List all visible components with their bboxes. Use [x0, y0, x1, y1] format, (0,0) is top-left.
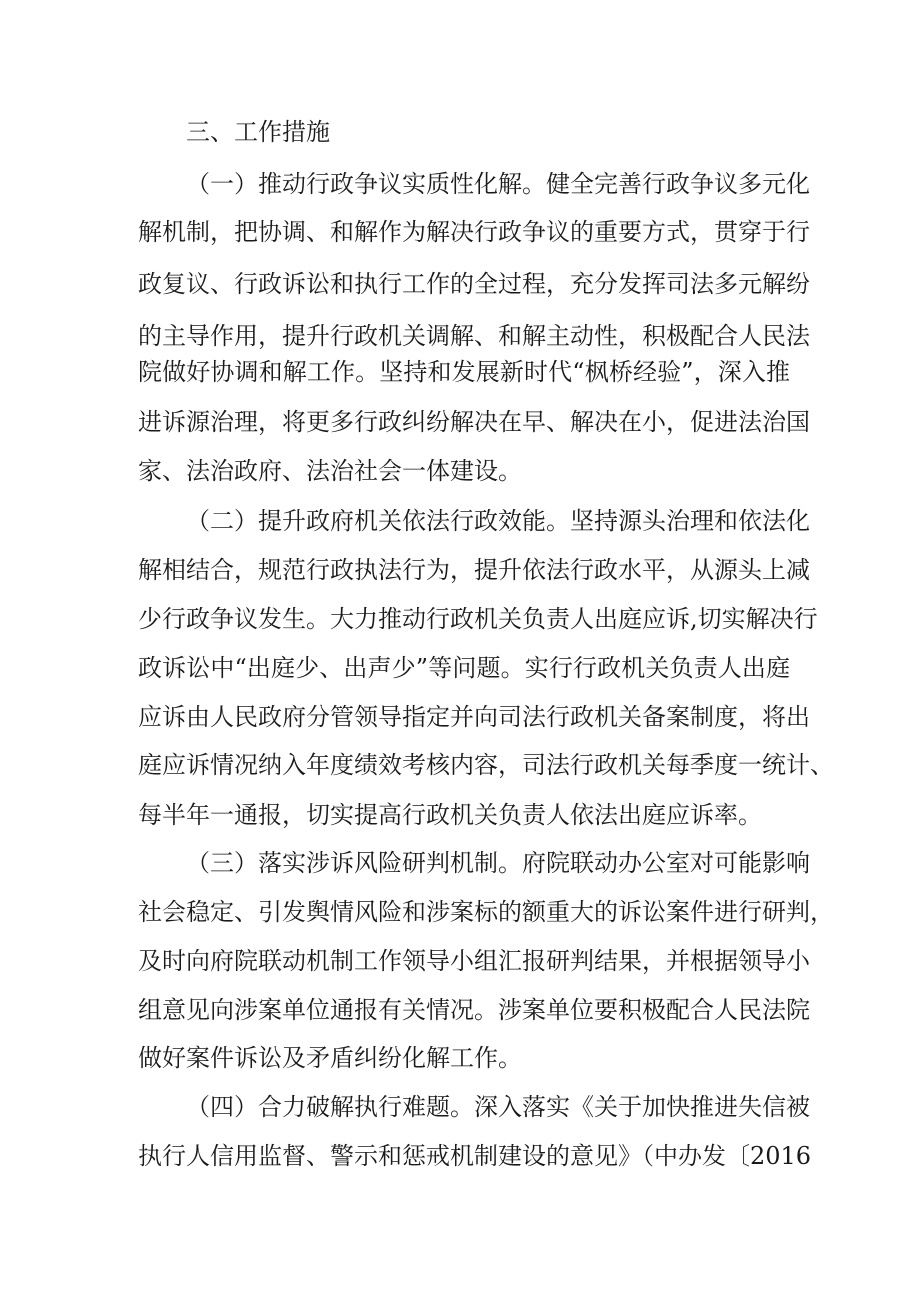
- paragraph-line: 组意见向涉案单位通报有关情况。涉案单位要积极配合人民法院: [138, 996, 810, 1024]
- paragraph-line: （四）合力破解执行难题。深入落实《关于加快推进失信被: [186, 1093, 810, 1121]
- paragraph-line: 的主导作用，提升行政机关调解、和解主动性，积极配合人民法: [138, 322, 810, 350]
- paragraph-line: 政诉讼中“出庭少、出声少”等问题。实行行政机关负责人出庭: [138, 654, 790, 682]
- paragraph-line: 政复议、行政诉讼和执行工作的全过程，充分发挥司法多元解纷: [138, 270, 810, 298]
- paragraph-line: 庭应诉情况纳入年度绩效考核内容，司法行政机关每季度一统计、: [138, 751, 834, 779]
- paragraph-line: （一）推动行政争议实质性化解。健全完善行政争议多元化: [186, 170, 810, 198]
- paragraph-line: 进诉源治理，将更多行政纠纷解决在早、解决在小，促进法治国: [138, 408, 810, 436]
- paragraph-line: （三）落实涉诉风险研判机制。府院联动办公室对可能影响: [186, 849, 810, 877]
- paragraph-line: 少行政争议发生。大力推动行政机关负责人出庭应诉,切实解决行: [138, 605, 818, 633]
- paragraph-line: 家、法治政府、法治社会一体建设。: [138, 457, 522, 485]
- paragraph-line: 解相结合，规范行政执法行为，提升依法行政水平，从源头上减: [138, 556, 810, 584]
- paragraph-line: 及时向府院联动机制工作领导小组汇报研判结果，并根据领导小: [138, 947, 810, 975]
- paragraph-line: 解机制，把协调、和解作为解决行政争议的重要方式，贯穿于行: [138, 218, 810, 246]
- paragraph-line: 做好案件诉讼及矛盾纠纷化解工作。: [138, 1044, 522, 1072]
- paragraph-line: 院做好协调和解工作。坚持和发展新时代“枫桥经验”，深入推: [138, 358, 790, 386]
- paragraph-line: （二）提升政府机关依法行政效能。坚持源头治理和依法化: [186, 507, 810, 535]
- paragraph-line: 社会稳定、引发舆情风险和涉案标的额重大的诉讼案件进行研判，: [138, 898, 834, 926]
- paragraph-line: 应诉由人民政府分管领导指定并向司法行政机关备案制度，将出: [138, 703, 810, 731]
- paragraph-line: 每半年一通报，切实提高行政机关负责人依法出庭应诉率。: [138, 801, 762, 829]
- paragraph-line: 执行人信用监督、警示和惩戒机制建设的意见》（中办发〔2016: [138, 1142, 812, 1170]
- section-heading: 三、工作措施: [186, 118, 330, 146]
